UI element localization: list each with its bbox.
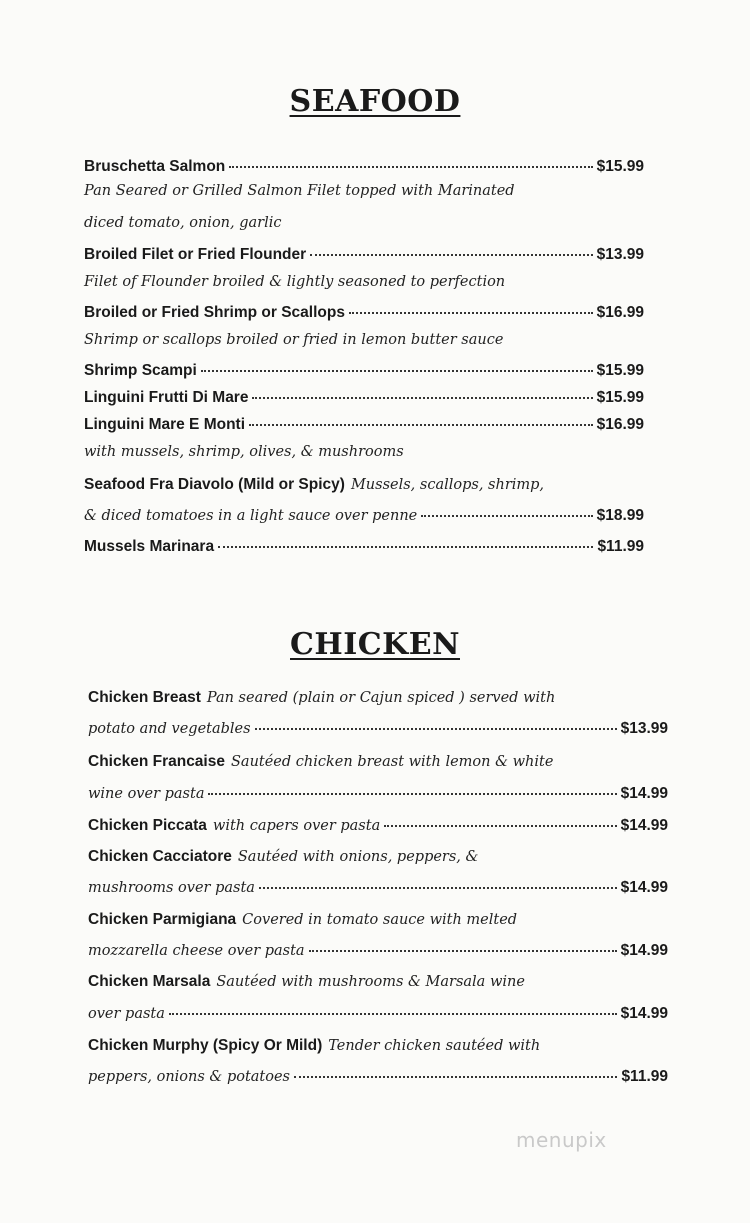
item-description: wine over pasta [88, 786, 205, 802]
item-name: Chicken Francaise [88, 753, 225, 770]
item-name: Linguini Frutti Di Mare [84, 389, 249, 406]
item-description: Tender chicken sautéed with [328, 1038, 541, 1054]
menu-item-mussels-marinara [84, 538, 644, 556]
item-price: $14.99 [620, 879, 668, 896]
item-price: $15.99 [596, 389, 644, 406]
item-price: $18.99 [596, 507, 644, 524]
item-name: Chicken Piccata [88, 817, 207, 834]
item-name: Chicken Cacciatore [88, 848, 232, 865]
item-description: Pan Seared or Grilled Salmon Filet topped with Marinated [84, 183, 515, 199]
item-description: Sautéed chicken breast with lemon & white [230, 754, 554, 770]
menu-item-fra-diavolo [84, 476, 659, 494]
dot-leader [309, 950, 617, 952]
item-description: Pan seared (plain or Cajun spiced ) served with [206, 690, 556, 706]
menu-item-chicken-piccata [88, 817, 668, 835]
item-description: Covered in tomato sauce with melted [242, 912, 518, 928]
menu-item-frutti-di-mare [84, 389, 644, 407]
dot-leader [201, 370, 593, 372]
dot-leader [259, 887, 617, 889]
item-description: with capers over pasta [212, 818, 381, 834]
item-description: Shrimp or scallops broiled or fried in lemon butter sauce [84, 332, 504, 348]
dot-leader [169, 1013, 617, 1015]
item-name: Shrimp Scampi [84, 362, 197, 379]
dot-leader [249, 424, 593, 426]
menu-item-shrimp-scampi [84, 362, 644, 380]
chicken-title: CHICKEN [290, 627, 460, 662]
menu-item-chicken-breast [88, 689, 668, 707]
menu-item-bruschetta-salmon [84, 158, 644, 176]
item-name: Chicken Breast [88, 689, 201, 706]
dot-leader [349, 312, 593, 314]
item-price: $14.99 [620, 942, 668, 959]
item-description: Sautéed with onions, peppers, & [237, 849, 479, 865]
item-price: $14.99 [620, 817, 668, 834]
item-description: diced tomato, onion, garlic [84, 215, 282, 231]
item-name: Seafood Fra Diavolo (Mild or Spicy) [84, 476, 345, 493]
item-name: Bruschetta Salmon [84, 158, 226, 175]
item-name: Linguini Mare E Monti [84, 416, 246, 433]
item-price: $16.99 [596, 416, 644, 433]
dot-leader [208, 793, 616, 795]
item-description: & diced tomatoes in a light sauce over penne [84, 508, 418, 524]
menu-item-chicken-marsala [88, 973, 668, 991]
item-price: $15.99 [596, 158, 644, 175]
menu-item-chicken-parmigiana [88, 911, 668, 929]
item-description: mushrooms over pasta [88, 880, 255, 896]
item-description: Sautéed with mushrooms & Marsala wine [216, 974, 525, 990]
item-price: $15.99 [596, 362, 644, 379]
item-description: peppers, onions & potatoes [88, 1069, 291, 1085]
dot-leader [252, 397, 592, 399]
dot-leader [255, 728, 617, 730]
item-name: Chicken Marsala [88, 973, 211, 990]
item-price: $16.99 [596, 304, 644, 321]
item-price: $11.99 [621, 1068, 668, 1085]
menu-item-chicken-cacciatore [88, 848, 668, 866]
item-price: $14.99 [620, 785, 668, 802]
menu-item-chicken-francaise [88, 753, 668, 771]
item-price: $13.99 [620, 720, 668, 737]
dot-leader [294, 1076, 617, 1078]
item-name: Mussels Marinara [84, 538, 215, 555]
dot-leader [310, 254, 592, 256]
item-name: Broiled Filet or Fried Flounder [84, 246, 307, 263]
item-name: Chicken Parmigiana [88, 911, 237, 928]
item-description: Filet of Flounder broiled & lightly seasoned to perfection [84, 274, 506, 290]
menu-item-chicken-murphy [88, 1037, 668, 1055]
item-price: $14.99 [620, 1005, 668, 1022]
item-description: potato and vegetables [88, 721, 251, 737]
item-name: Chicken Murphy (Spicy Or Mild) [88, 1037, 323, 1054]
item-description: Mussels, scallops, shrimp, [350, 477, 545, 493]
item-price: $13.99 [596, 246, 644, 263]
dot-leader [229, 166, 592, 168]
menu-item-shrimp-scallops [84, 304, 644, 322]
item-description: mozzarella cheese over pasta [88, 943, 305, 959]
menupix-watermark: menupix [516, 1128, 607, 1152]
item-description: with mussels, shrimp, olives, & mushrooms [84, 444, 404, 460]
item-price: $11.99 [597, 538, 644, 555]
item-name: Broiled or Fried Shrimp or Scallops [84, 304, 345, 321]
menu-item-flounder [84, 246, 644, 264]
seafood-title: SEAFOOD [289, 84, 461, 119]
item-description: over pasta [88, 1006, 165, 1022]
dot-leader [421, 515, 592, 517]
dot-leader [218, 546, 593, 548]
menu-item-mare-e-monti [84, 416, 644, 434]
dot-leader [384, 825, 616, 827]
